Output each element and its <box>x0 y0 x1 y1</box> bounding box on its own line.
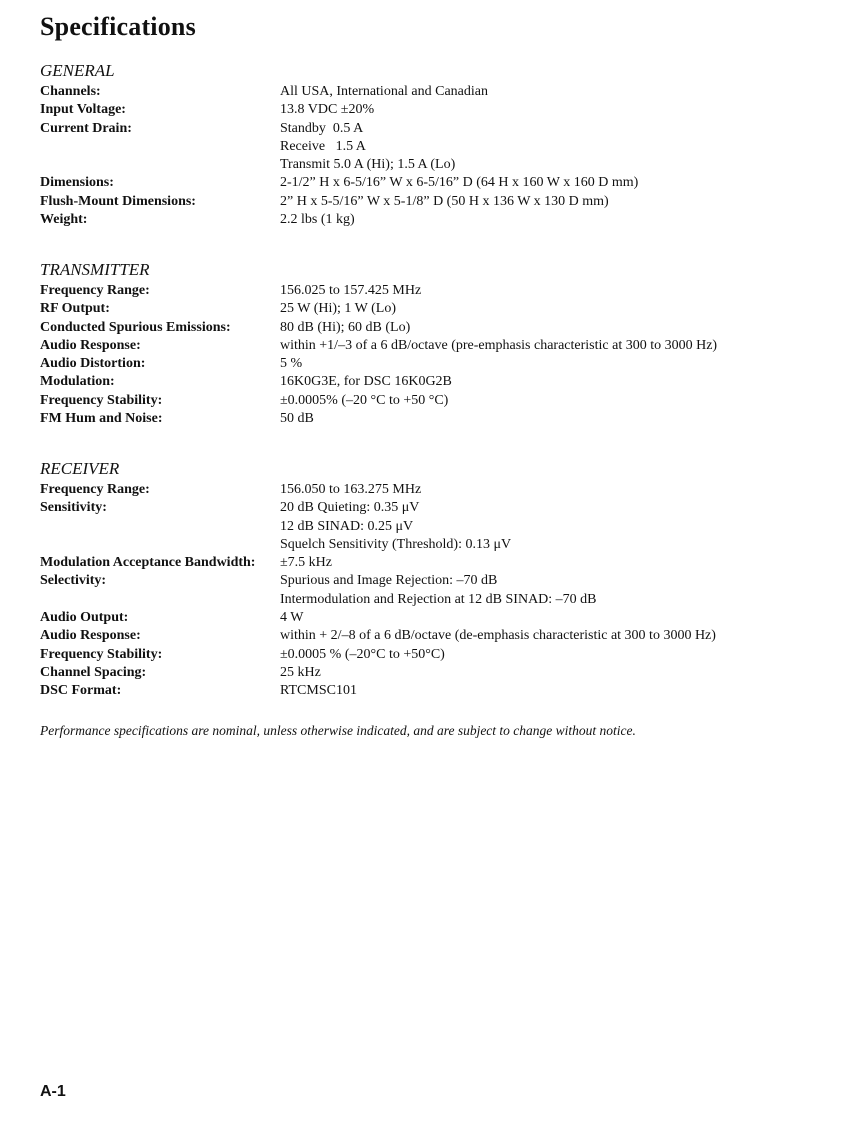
spec-value: RTCMSC101 <box>280 683 357 699</box>
spec-label: Flush-Mount Dimensions: <box>40 193 196 209</box>
spec-value: 16K0G3E, for DSC 16K0G2B <box>280 374 452 390</box>
spec-row <box>40 211 840 229</box>
spec-label: RF Output: <box>40 301 110 317</box>
spec-label: Frequency Stability: <box>40 646 163 662</box>
spec-value: 20 dB Quieting: 0.35 μV <box>280 500 420 516</box>
spec-label: Frequency Range: <box>40 482 150 497</box>
spec-row <box>40 83 840 101</box>
spec-row <box>40 282 840 300</box>
spec-value: 156.025 to 157.425 MHz <box>280 283 422 298</box>
spec-row <box>40 499 840 554</box>
spec-label: Selectivity: <box>40 573 107 589</box>
spec-row <box>40 373 840 391</box>
section-receiver <box>40 459 840 701</box>
spec-value: Receive 1.5 A <box>280 138 366 154</box>
spec-value: 25 W (Hi); 1 W (Lo) <box>280 301 397 317</box>
spec-label: Modulation Acceptance Bandwidth: <box>40 555 256 571</box>
spec-value: All USA, International and Canadian <box>280 84 489 99</box>
spec-label: Weight: <box>40 212 88 228</box>
spec-value: 80 dB (Hi); 60 dB (Lo) <box>280 319 411 335</box>
spec-row <box>40 355 840 373</box>
spec-label: Conducted Spurious Emissions: <box>40 319 231 335</box>
spec-value: 4 W <box>280 610 304 626</box>
spec-label: Frequency Range: <box>40 283 150 298</box>
spec-value: 156.050 to 163.275 MHz <box>280 482 422 497</box>
spec-label: Channels: <box>40 84 101 99</box>
spec-value: Squelch Sensitivity (Threshold): 0.13 μV <box>280 536 512 552</box>
spec-row <box>40 572 840 609</box>
spec-value: 2-1/2” H x 6-5/16” W x 6-5/16” D (64 H x 160 W x 160 D mm) <box>280 175 639 191</box>
spec-value: Intermodulation and Rejection at 12 dB SINAD: –70 dB <box>280 591 597 607</box>
spec-label: Audio Response: <box>40 628 141 644</box>
section-transmitter <box>40 260 840 428</box>
section-heading: TRANSMITTER <box>40 260 150 279</box>
spec-row <box>40 337 840 355</box>
spec-value: Standby 0.5 A <box>280 120 364 136</box>
spec-label: DSC Format: <box>40 683 122 699</box>
spec-row <box>40 174 840 192</box>
spec-label: Audio Response: <box>40 337 141 353</box>
page-title: Specifications <box>40 12 196 41</box>
spec-row <box>40 101 840 119</box>
spec-row <box>40 392 840 410</box>
section-general <box>40 61 840 229</box>
spec-row <box>40 554 840 572</box>
spec-label: Sensitivity: <box>40 500 107 516</box>
spec-row <box>40 120 840 175</box>
spec-row <box>40 627 840 645</box>
spec-value: ±0.0005 % (–20°C to +50°C) <box>280 646 445 662</box>
spec-label: FM Hum and Noise: <box>40 411 163 427</box>
spec-label: Dimensions: <box>40 175 114 191</box>
spec-value: 50 dB <box>280 411 314 427</box>
spec-row <box>40 193 840 211</box>
spec-row <box>40 300 840 318</box>
spec-value: ±0.0005% (–20 °C to +50 °C) <box>280 392 449 408</box>
section-heading: RECEIVER <box>40 459 120 478</box>
spec-value: within + 2/–8 of a 6 dB/octave (de-emphasis characteristic at 300 to 3000 Hz) <box>280 628 716 644</box>
spec-value: 2.2 lbs (1 kg) <box>280 212 355 228</box>
spec-value: 5 % <box>280 356 303 372</box>
spec-row <box>40 609 840 627</box>
page-number: A-1 <box>40 1083 66 1100</box>
spec-value: Transmit 5.0 A (Hi); 1.5 A (Lo) <box>280 157 456 173</box>
spec-row <box>40 646 840 664</box>
spec-value: Spurious and Image Rejection: –70 dB <box>280 573 498 589</box>
spec-row <box>40 410 840 428</box>
spec-label: Channel Spacing: <box>40 664 147 680</box>
spec-label: Audio Output: <box>40 610 129 626</box>
spec-label: Audio Distortion: <box>40 356 146 372</box>
spec-value: 13.8 VDC ±20% <box>280 102 375 118</box>
spec-value: within +1/–3 of a 6 dB/octave (pre-emphasis characteristic at 300 to 3000 Hz) <box>280 337 718 353</box>
spec-label: Frequency Stability: <box>40 392 163 408</box>
spec-label: Input Voltage: <box>40 102 126 118</box>
spec-row <box>40 319 840 337</box>
spec-label: Modulation: <box>40 374 115 390</box>
spec-label: Current Drain: <box>40 120 132 136</box>
spec-value: 2” H x 5-5/16” W x 5-1/8” D (50 H x 136 W x 130 D mm) <box>280 193 609 209</box>
spec-value: 25 kHz <box>280 664 321 680</box>
footnote: Performance specifications are nominal, unless otherwise indicated, and are subject to change without notice. <box>40 723 636 738</box>
spec-row <box>40 682 840 700</box>
spec-row <box>40 481 840 499</box>
section-heading: GENERAL <box>40 61 115 80</box>
spec-value: ±7.5 kHz <box>280 555 333 571</box>
spec-value: 12 dB SINAD: 0.25 μV <box>280 518 414 534</box>
spec-row <box>40 664 840 682</box>
